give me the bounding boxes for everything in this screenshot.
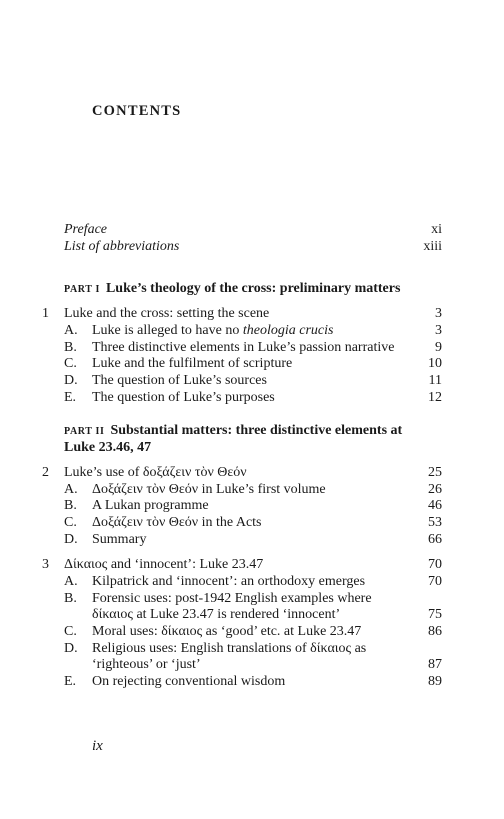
section-title: Summary xyxy=(92,532,147,547)
page-number: 89 xyxy=(428,674,442,689)
page-number: 10 xyxy=(428,356,442,371)
page-number: 86 xyxy=(428,624,442,639)
section-title: The question of Luke’s sources xyxy=(92,373,267,388)
chapter-number: 3 xyxy=(42,557,49,572)
part-title: Luke’s theology of the cross: preliminary matters xyxy=(105,281,401,296)
section-title: Luke is alleged to have no xyxy=(92,323,243,338)
chapter-title: Luke and the cross: setting the scene xyxy=(64,306,270,321)
page-number: 25 xyxy=(428,465,442,480)
page-number: 3 xyxy=(435,306,442,321)
section-title: ‘righteous’ or ‘just’ xyxy=(92,657,201,672)
section-letter: A. xyxy=(64,323,78,338)
section-letter: C. xyxy=(64,624,77,639)
section-title: Religious uses: English translations of δίκαιος as xyxy=(92,641,367,656)
section-letter: E. xyxy=(64,390,77,405)
section-title: Kilpatrick and ‘innocent’: an orthodoxy emerges xyxy=(92,574,366,589)
page-number: 9 xyxy=(435,340,442,355)
part-label: PART II xyxy=(64,426,105,437)
chapter-number: 1 xyxy=(42,306,49,321)
page-number: xiii xyxy=(423,239,442,254)
section-letter: D. xyxy=(64,373,78,388)
section-letter: D. xyxy=(64,532,78,547)
entry-title: Preface xyxy=(64,222,108,237)
section-letter: E. xyxy=(64,674,77,689)
section-title: The question of Luke’s purposes xyxy=(92,390,275,405)
page-number: 66 xyxy=(428,532,442,547)
section-letter: A. xyxy=(64,482,78,497)
section-title: A Lukan programme xyxy=(92,498,209,513)
section-letter: B. xyxy=(64,591,77,606)
page-number: xi xyxy=(431,222,442,237)
section-title: Δοξάζειν τὸν Θεόν in the Acts xyxy=(92,515,262,530)
section-title: Moral uses: δίκαιος as ‘good’ etc. at Luke 23.47 xyxy=(92,624,362,639)
page-folio: ix xyxy=(92,738,103,754)
page-title: CONTENTS xyxy=(92,103,182,119)
chapter-number: 2 xyxy=(42,465,49,480)
section-title: Luke and the fulfilment of scripture xyxy=(92,356,293,371)
section-title-italic: theologia crucis xyxy=(242,323,334,338)
section-title: Forensic uses: post-1942 English examples where xyxy=(92,591,372,606)
section-letter: B. xyxy=(64,498,77,513)
page-number: 11 xyxy=(428,373,442,388)
section-title: Three distinctive elements in Luke’s passion narrative xyxy=(92,340,395,355)
part-title: Luke 23.46, 47 xyxy=(64,440,152,455)
page-number: 46 xyxy=(428,498,442,513)
section-letter: A. xyxy=(64,574,78,589)
section-title: δίκαιος at Luke 23.47 is rendered ‘innocent’ xyxy=(92,607,341,622)
entry-title: List of abbreviations xyxy=(64,239,180,254)
section-title: Δοξάζειν τὸν Θεόν in Luke’s first volume xyxy=(92,482,326,497)
section-title: On rejecting conventional wisdom xyxy=(92,674,286,689)
section-letter: C. xyxy=(64,356,77,371)
page-number: 75 xyxy=(428,607,442,622)
page-number: 12 xyxy=(428,390,442,405)
page-number: 70 xyxy=(428,557,442,572)
section-letter: C. xyxy=(64,515,77,530)
section-letter: D. xyxy=(64,641,78,656)
chapter-title: Δίκαιος and ‘innocent’: Luke 23.47 xyxy=(64,557,264,572)
chapter-title: Luke’s use of δοξάζειν τὸν Θεόν xyxy=(64,465,247,480)
page-number: 53 xyxy=(428,515,442,530)
part-label: PART I xyxy=(64,284,100,295)
page-number: 87 xyxy=(428,657,442,672)
page-number: 26 xyxy=(428,482,442,497)
section-letter: B. xyxy=(64,340,77,355)
page-number: 3 xyxy=(435,323,442,338)
part-title: Substantial matters: three distinctive elements at xyxy=(110,423,403,438)
page-number: 70 xyxy=(428,574,442,589)
